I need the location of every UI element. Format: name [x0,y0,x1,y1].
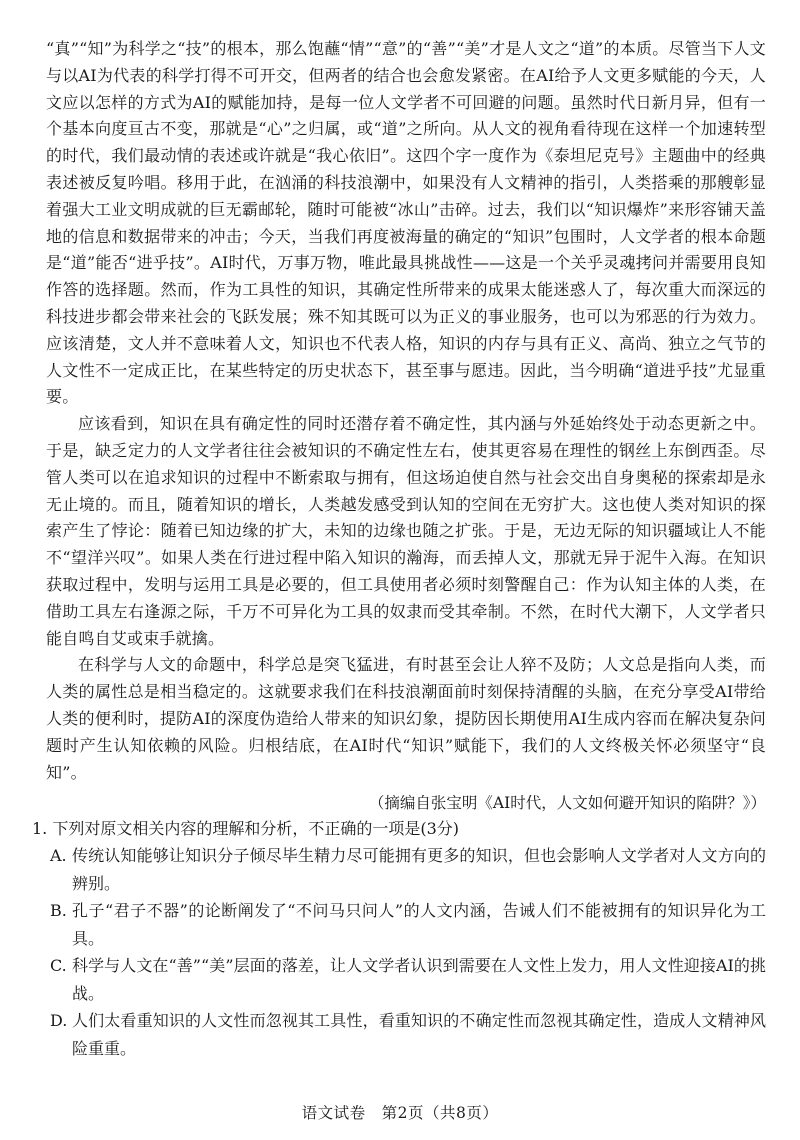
option-text: 人们太看重知识的人文性而忽视其工具性，看重知识的不确定性而忽视其确定性，造成人文精神风险重重。 [72,1011,766,1058]
reading-passage [46,36,766,816]
option-letter: B. [50,901,67,921]
option-text: 科学与人文在“善”“美”层面的落差，让人文学者认识到需要在人文性上发力，用人文性迎接AI的挑战。 [72,956,766,1003]
option-c [50,952,766,1007]
passage-source: （摘编自张宝明《AI时代，人文如何避开知识的陷阱？》） [368,794,766,813]
page-footer: 语文试卷 第2页（共8页） [301,1104,499,1122]
question-stem: 1. 下列对原文相关内容的理解和分析，不正确的一项是(3分) [32,819,460,839]
exam-page [32,36,766,1062]
passage-paragraph-1: “真”“知”为科学之“技”的根本，那么饱蘸“情”“意”的“善”“美”才是人文之“道”的本质。尽管当下人文与以AI为代表的科学打得不可开交，但两者的结合也会愈发紧密。在AI给予人文更多赋能的今天，人文应以怎样的方式为AI的赋能加持，是每一位人文学者不可回避的问题。虽然时代日新月异，但有一个基本向度亘古不变，那就是“心”之归属，或“道”之所向。从人文的视角看待现在这样一个加速转型的时代，我们最动情的表述或许就是“我心依旧”。这四个字一度作为《泰坦尼克号》主题曲中的经典表述被反复吟唱。移用于此，在汹涌的科技浪潮中，如果没有人文精神的指引，人类搭乘的那艘彰显着强大工业文明成就的巨无霸邮轮，随时可能被“冰山”击碎。过去，我们以“知识爆炸”来形容铺天盖地的信息和数据带来的冲击；今天，当我们再度被海量的确定的“知识”包围时，人文学者的根本命题是“道”能否“进乎技”。AI时代，万事万物，唯此最具挑战性——这是一个关乎灵魂拷问并需要用良知作答的选择题。然而，作为工具性的知识，其确定性所带来的成果太能迷惑人了，每次重大而深远的科技进步都会带来社会的飞跃发展；殊不知其既可以为正义的事业服务，也可以为邪恶的行为效力。应该清楚，文人并不意味着人文，知识也不代表人格，知识的内存与具有正义、高尚、独立之气节的人文性不一定成正比，在某些特定的历史状态下，甚至事与愿违。因此，当今明确“道进乎技”尤显重要。 [46,39,766,407]
option-text: 传统认知能够让知识分子倾尽毕生精力尽可能拥有更多的知识，但也会影响人文学者对人文方向的辨别。 [72,846,766,893]
option-d [50,1007,766,1062]
option-letter: D. [50,1011,68,1031]
option-a [50,842,766,897]
passage-paragraph-3: 在科学与人文的命题中，科学总是突飞猛进，有时甚至会让人猝不及防；人文总是指向人类，而人类的属性总是相当稳定的。这就要求我们在科技浪潮面前时刻保持清醒的头脑，在充分享受AI带给人类的便利时，提防AI的深度伪造给人带来的知识幻象，提防因长期使用AI生成内容而在解决复杂问题时产生认知依赖的风险。归根结底，在AI时代“知识”赋能下，我们的人文终极关怀必须坚守“良知”。 [46,655,766,782]
question-1 [32,816,766,1062]
passage-paragraph-2: 应该看到，知识在具有确定性的同时还潜存着不确定性，其内涵与外延始终处于动态更新之中。于是，缺乏定力的人文学者往往会被知识的不确定性左右，使其更容易在理性的钢丝上东倒西歪。尽管人类可以在追求知识的过程中不断索取与拥有，但这场迫使自然与社会交出自身奥秘的探索却是永无止境的。而且，随着知识的增长，人类越发感受到认知的空间在无穷扩大。这也使人类对知识的探索产生了悖论：随着已知边缘的扩大，未知的边缘也随之扩张。于是，无边无际的知识疆域让人不能不“望洋兴叹”。如果人类在行进过程中陷入知识的瀚海，而丢掉人文，那就无异于泥牛入海。在知识获取过程中，发明与运用工具是必要的，但工具使用者必须时刻警醒自己：作为认知主体的人类，在借助工具左右逢源之际，千万不可异化为工具的奴隶而受其牵制。不然，在时代大潮下，人文学者只能自鸣自艾或束手就擒。 [46,414,766,648]
option-letter: A. [50,846,67,866]
option-text: 孔子“君子不器”的论断阐发了“不问马只问人”的人文内涵，告诫人们不能被拥有的知识异化为工具。 [72,901,766,948]
option-letter: C. [50,956,67,976]
option-b [50,897,766,952]
